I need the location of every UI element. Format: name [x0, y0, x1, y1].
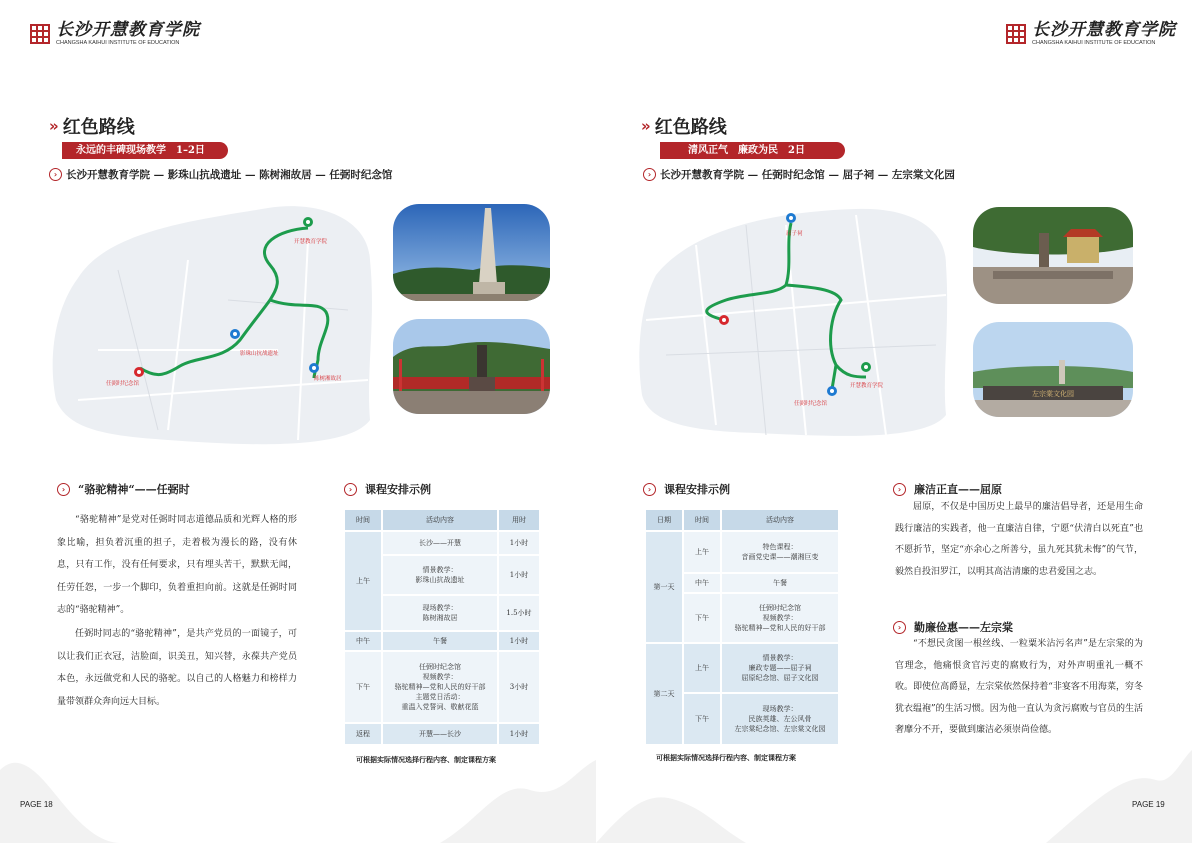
map-pin-icon [719, 315, 729, 325]
monument-photo [393, 204, 550, 301]
double-chevron-icon: » [641, 117, 651, 135]
right-route-map [636, 205, 952, 445]
map-pin-icon [303, 217, 313, 227]
right-schedule-heading: › 课程安排示例 [643, 481, 730, 497]
map-label: 任弼时纪念馆 [106, 381, 140, 387]
chevron-right-icon: › [344, 483, 357, 496]
left-section-title: » 红色路线 [49, 117, 135, 138]
left-note: 可根据实际情况选择行程内容、制定课程方案 [356, 755, 496, 764]
right-schedule-table: 日期 时间 活动内容 第一天 上午 特色课程： 音画党史课——潮湘巨变 中午 午餐 下午 任弼时纪念馆 视频教学： 骆驼精神—党和人民的好干部 第二天 上午 情景教学： 廉政专题——屈子祠 屈原纪念馆、屈子文化园 下午 现场教学： 民族英雄、左公风骨 左宗棠纪念馆、左宗棠文化园 [645, 509, 839, 745]
mountain-decoration [596, 730, 1192, 843]
map-label: 任弼时纪念馆 [794, 401, 828, 407]
left-schedule-table: 时间 活动内容 用时 上午 长沙——开慧 1小时 情景教学： 影珠山抗战遗址 1小时 现场教学： 陈树湘故居 1.5小时 中午 午餐 1小时 下午 任弼时纪念馆 视频教学： 骆驼精神—党和人民的好干部 主题党日活动： 重温入党誓词、敬献花篮 3小时 返程 开慧——长沙 1小时 [344, 509, 540, 745]
zuo-heading: › 勤廉俭惠——左宗棠 [893, 619, 1013, 635]
logo-en: CHANGSHA KAIHUI INSTITUTE OF EDUCATION [56, 40, 180, 46]
statue-photo [393, 319, 550, 414]
logo-mark-icon [1006, 24, 1026, 44]
right-route: › 长沙开慧教育学院 — 任弼时纪念馆 — 屈子祠 — 左宗棠文化园 [643, 167, 955, 182]
zuo-text: “不想民贪图一根丝线、一粒粟米沾污名声”是左宗棠的为官理念，他痛恨贪官污吏的腐败行为，对外声明重礼一概不收。即使位高爵显，左宗棠依然保持着“非宴客不用海菜，穷冬犹衣缊袍”的生活习惯。因为他一直认为贪污腐败与官员的生活奢靡分不开，要做到廉洁必须崇尚俭德。 [895, 639, 1143, 735]
left-route-map [48, 200, 378, 450]
chevron-right-icon: › [643, 483, 656, 496]
double-chevron-icon: » [49, 117, 59, 135]
spirit-paragraph-1: “骆驼精神”是党对任弼时同志道德品质和光辉人格的形象比喻，担负着沉重的担子，走着极为漫长的路，没有休息，只有工作，没有任何要求，只有埋头苦干，默默无闻，任劳任怨，一步一个脚印，负着重担向前。这就是任弼时同志的“骆驼精神”。 [57, 515, 297, 616]
map-pin-icon [861, 362, 871, 372]
qu-heading: › 廉洁正直——屈原 [893, 481, 1002, 497]
mountain-decoration [0, 730, 596, 843]
left-route: › 长沙开慧教育学院 — 影珠山抗战遗址 — 陈树湘故居 — 任弼时纪念馆 [49, 167, 392, 182]
map-label: 屈子祠 [786, 231, 803, 237]
logo-right [1006, 22, 1176, 47]
spirit-heading: › “骆驼精神“——任弼时 [57, 481, 190, 497]
logo-left [30, 22, 200, 47]
plaque-text: 左宗棠文化园 [1032, 390, 1074, 398]
map-label: 开慧教育学院 [850, 383, 884, 389]
chevron-right-icon: › [49, 168, 62, 181]
page-number-right: PAGE 19 [1132, 800, 1165, 809]
left-banner: 永远的丰碑现场教学 1–2日 [62, 142, 228, 159]
logo-mark-icon [30, 24, 50, 44]
qu-text: 屈原，不仅是中国历史上最早的廉洁倡导者，还是用生命践行廉洁的实践者，他一直廉洁自律，宁愿“伏清白以死直”也不愿折节，坚定“亦余心之所善兮，虽九死其犹未悔”的气节，毅然自投汨罗江，以明其高洁清廉的忠君爱国之志。 [895, 502, 1143, 577]
map-label: 陈树湘故居 [314, 376, 342, 382]
zuo-park-photo [973, 322, 1133, 417]
map-pin-icon [309, 363, 319, 373]
chevron-right-icon: › [893, 621, 906, 634]
map-label: 开慧教育学院 [294, 239, 328, 245]
page-number-left: PAGE 18 [20, 800, 53, 809]
logo-cn: 长沙开慧教育学院 [56, 20, 200, 40]
chevron-right-icon: › [643, 168, 656, 181]
spirit-paragraph-2: 任弼时同志的“骆驼精神”，是共产党员的一面镜子，可以让我们正衣冠，洁脸面，识美丑，知兴替，永葆共产党员本色，永远做党和人民的骆驼。以自己的人格魅力和榜样力量带领群众奔向远大目标。 [57, 628, 297, 707]
qu-shrine-photo [973, 207, 1133, 304]
right-section-title: » 红色路线 [641, 117, 727, 138]
map-pin-icon [827, 386, 837, 396]
spirit-text [57, 509, 297, 713]
left-schedule-heading: › 课程安排示例 [344, 481, 431, 497]
map-pin-icon [134, 367, 144, 377]
map-pin-icon [786, 213, 796, 223]
map-pin-icon [230, 329, 240, 339]
logo-cn: 长沙开慧教育学院 [1032, 20, 1176, 40]
chevron-right-icon: › [57, 483, 70, 496]
logo-en: CHANGSHA KAIHUI INSTITUTE OF EDUCATION [1032, 40, 1156, 46]
map-label: 影珠山抗战遗址 [240, 351, 279, 357]
chevron-right-icon: › [893, 483, 906, 496]
right-banner: 清风正气 廉政为民 2日 [660, 142, 845, 159]
right-note: 可根据实际情况选择行程内容、制定课程方案 [656, 753, 796, 762]
